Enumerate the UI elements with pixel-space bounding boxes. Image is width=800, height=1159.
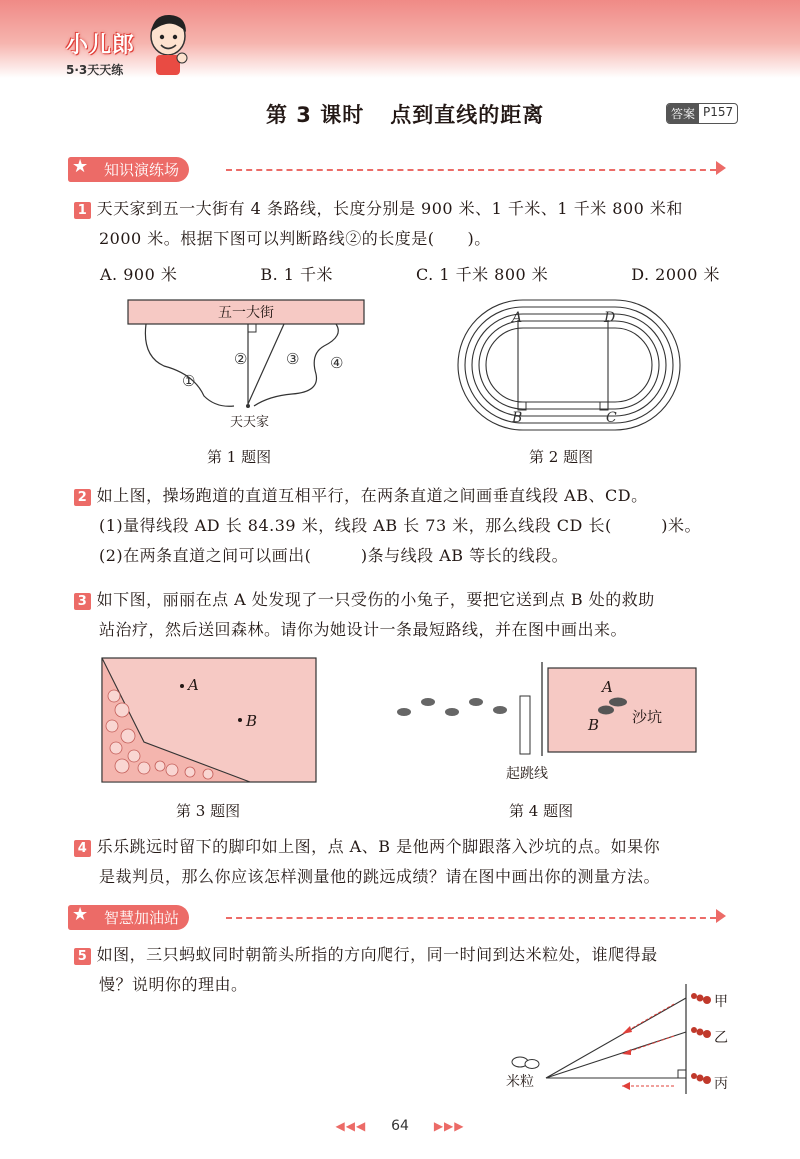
answer-ref-badge[interactable] bbox=[666, 103, 738, 124]
section-wisdom-title: 智慧加油站 bbox=[68, 905, 189, 930]
brand-subtitle: 5·3天天练 bbox=[66, 63, 124, 77]
path-jia bbox=[546, 998, 686, 1078]
route-1-label: ① bbox=[182, 372, 196, 390]
q1-option-c[interactable]: C. 1 千米 800 米 bbox=[415, 265, 549, 284]
q1-line2: 2000 米。根据下图可以判断路线②的长度是( )。 bbox=[99, 229, 491, 248]
page-footer bbox=[0, 1118, 800, 1134]
q1-options bbox=[100, 260, 720, 290]
q5-line1: 如图，三只蚂蚁同时朝箭头所指的方向爬行，同一时间到达米粒处，谁爬得最 bbox=[96, 945, 658, 964]
lesson-heading bbox=[266, 99, 544, 129]
answer-page: P157 bbox=[703, 105, 734, 119]
question-1 bbox=[74, 194, 683, 254]
lesson-label: 第 3 课时 bbox=[266, 103, 365, 127]
section-practice-title: 知识演练场 bbox=[68, 157, 189, 182]
path-yi bbox=[546, 1032, 686, 1078]
arrow-lines bbox=[622, 1004, 674, 1086]
section-wisdom-header bbox=[68, 905, 730, 929]
q2-line1: 如上图，操场跑道的直道互相平行，在两条直道之间画垂直线段 AB、CD。 bbox=[96, 486, 648, 505]
section-practice-header bbox=[68, 157, 730, 181]
point-a: A bbox=[512, 310, 523, 326]
question-number: 5 bbox=[74, 948, 91, 965]
brand-logo bbox=[66, 28, 135, 78]
sand-pit-label: 沙坑 bbox=[632, 708, 663, 726]
point-c: C bbox=[606, 410, 617, 426]
figure-2-track bbox=[456, 298, 682, 432]
takeoff-board bbox=[520, 696, 530, 754]
question-3 bbox=[74, 585, 655, 645]
question-number: 2 bbox=[74, 489, 91, 506]
fig4-point-b: B bbox=[588, 716, 600, 734]
question-4 bbox=[74, 832, 660, 892]
q1-line1: 天天家到五一大街有 4 条路线，长度分别是 900 米、1 千米、1 千米 800 米和 bbox=[96, 199, 683, 218]
q5-line2: 慢？说明你的理由。 bbox=[99, 975, 248, 994]
point-b: B bbox=[512, 410, 523, 426]
ant-yi-label: 乙 bbox=[714, 1030, 728, 1046]
q4-line2: 是裁判员，那么你应该怎样测量他的跳远成绩？请在图中画出你的测量方法。 bbox=[99, 867, 661, 886]
fig3-point-b: B bbox=[246, 712, 258, 730]
footprint-icons bbox=[397, 698, 507, 716]
route-4-label: ④ bbox=[330, 354, 344, 372]
question-number: 4 bbox=[74, 840, 91, 857]
street-label: 五一大街 bbox=[218, 305, 274, 321]
page-number: 64 bbox=[391, 1118, 409, 1134]
question-2 bbox=[74, 481, 701, 571]
dashed-divider bbox=[226, 169, 716, 171]
sand-pit[interactable] bbox=[548, 668, 696, 752]
takeoff-line-label: 起跳线 bbox=[506, 766, 548, 782]
q2-line2: (1)量得线段 AD 长 84.39 米，线段 AB 长 73 米，那么线段 CD 长( )米。 bbox=[99, 516, 701, 535]
prev-marks: ◀◀◀ bbox=[335, 1119, 367, 1133]
arrow-icon bbox=[716, 161, 726, 175]
q4-line1: 乐乐跳远时留下的脚印如上图，点 A、B 是他两个脚跟落入沙坑的点。如果你 bbox=[96, 837, 661, 856]
figure-2-caption: 第 2 题图 bbox=[529, 448, 594, 466]
rice-label: 米粒 bbox=[506, 1074, 534, 1090]
mascot-icon bbox=[146, 10, 190, 76]
next-marks: ▶▶▶ bbox=[433, 1119, 465, 1133]
question-number: 1 bbox=[74, 202, 91, 219]
q2-line3: (2)在两条直道之间可以画出( )条与线段 AB 等长的线段。 bbox=[99, 546, 569, 565]
figure-3-forest bbox=[100, 656, 320, 786]
ant-bing-label: 丙 bbox=[714, 1076, 728, 1092]
q3-line2: 站治疗，然后送回森林。请你为她设计一条最短路线，并在图中画出来。 bbox=[99, 620, 628, 639]
route-2-label: ② bbox=[234, 350, 248, 368]
ant-jia-label: 甲 bbox=[714, 994, 728, 1010]
figure-4-caption: 第 4 题图 bbox=[509, 802, 574, 820]
q1-option-a[interactable]: A. 900 米 bbox=[100, 265, 178, 284]
figure-5-ants bbox=[502, 982, 738, 1096]
fig4-point-a: A bbox=[602, 678, 613, 696]
answer-label: 答案 bbox=[667, 104, 699, 123]
lesson-title: 点到直线的距离 bbox=[390, 103, 545, 127]
q3-line1: 如下图，丽丽在点 A 处发现了一只受伤的小兔子，要把它送到点 B 处的救助 bbox=[96, 590, 655, 609]
route-3-label: ③ bbox=[286, 350, 300, 368]
ant-icons bbox=[691, 993, 711, 1084]
star-icon: ★ bbox=[72, 904, 89, 925]
arrow-icon bbox=[716, 909, 726, 923]
fig3-point-a: A bbox=[188, 676, 199, 694]
figure-4-sandpit bbox=[392, 660, 702, 784]
figure-1-caption: 第 1 题图 bbox=[207, 448, 272, 466]
point-d: D bbox=[604, 310, 616, 326]
question-number: 3 bbox=[74, 593, 91, 610]
arrowhead-icons bbox=[622, 1026, 632, 1090]
star-icon: ★ bbox=[72, 156, 89, 177]
q1-option-d[interactable]: D. 2000 米 bbox=[631, 265, 720, 284]
route-1 bbox=[145, 324, 234, 406]
route-3 bbox=[248, 324, 284, 404]
figure-1-routes bbox=[124, 296, 370, 432]
q1-option-b[interactable]: B. 1 千米 bbox=[260, 265, 334, 284]
track-lanes bbox=[458, 300, 680, 430]
home-label: 天天家 bbox=[230, 415, 270, 430]
brand-title: 小儿郎 bbox=[66, 33, 136, 58]
figure-3-caption: 第 3 题图 bbox=[176, 802, 241, 820]
dashed-divider bbox=[226, 917, 716, 919]
